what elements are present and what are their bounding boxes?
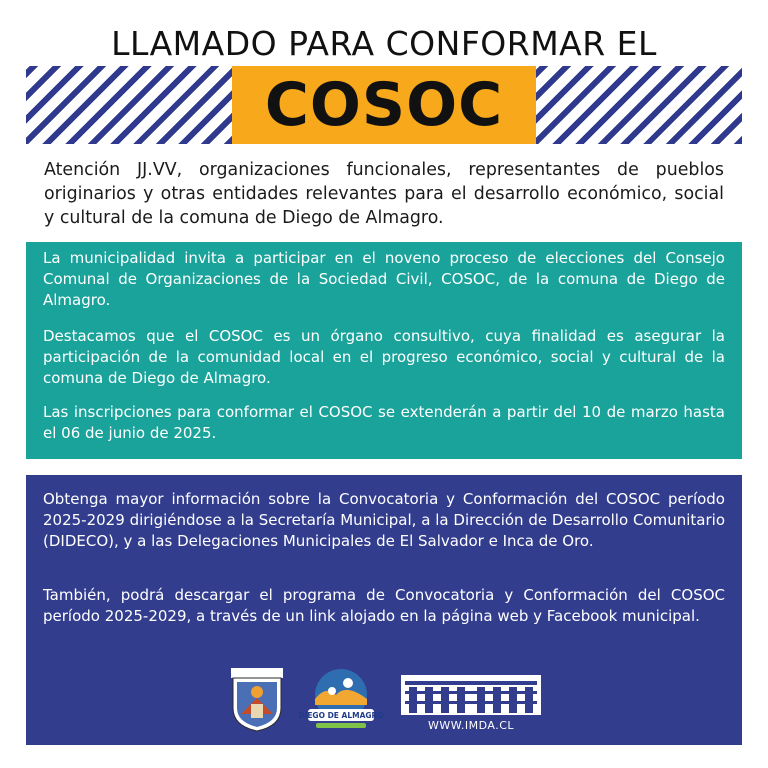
teal-paragraph: Destacamos que el COSOC es un órgano consultivo, cuya finalidad es asegurar la participación de la comunidad local en el progreso económico, social y cultural de la comuna de Diego de Almagro. <box>43 327 725 387</box>
diego-de-almagro-logo-icon <box>298 665 384 735</box>
navy-paragraph: Obtenga mayor información sobre la Convocatoria y Conformación del COSOC período 2025-2029 dirigiéndose a la Secretaría Municipal, a la Dirección de Desarrollo Comunitario (DIDECO), y a las Delegaciones Municipales de El Salvador e Inca de Oro. <box>43 490 725 550</box>
building-icon <box>401 675 541 715</box>
logo-text: DIEGO DE ALMAGRO <box>298 711 384 720</box>
cosoc-badge: COSOC <box>232 66 536 144</box>
teal-paragraph: La municipalidad invita a participar en el noveno proceso de elecciones del Consejo Comunal de Organizaciones de la Sociedad Civil, COSOC, de la comuna de Diego de Almagro. <box>43 249 725 309</box>
teal-paragraph: Las inscripciones para conformar el COSOC se extenderán a partir del 10 de marzo hasta el 06 de junio de 2025. <box>43 403 725 442</box>
intro-text: Atención JJ.VV, organizaciones funcionales, representantes de pueblos originarios y otras entidades relevantes para el desarrollo económico, social y cultural de la comuna de Diego de Almagro. <box>44 160 724 228</box>
left-stripes-decoration <box>26 66 232 144</box>
navy-paragraph: También, podrá descargar el programa de Convocatoria y Conformación del COSOC período 2025-2029, a través de un link alojado en la página web y Facebook municipal. <box>43 586 725 625</box>
info-panel-navy <box>26 475 742 745</box>
website-link[interactable]: WWW.IMDA.CL <box>427 719 514 732</box>
right-stripes-decoration <box>536 66 742 144</box>
municipal-crest-icon <box>231 668 283 732</box>
page-title: LLAMADO PARA CONFORMAR EL <box>111 24 657 63</box>
info-panel-teal <box>26 242 742 459</box>
